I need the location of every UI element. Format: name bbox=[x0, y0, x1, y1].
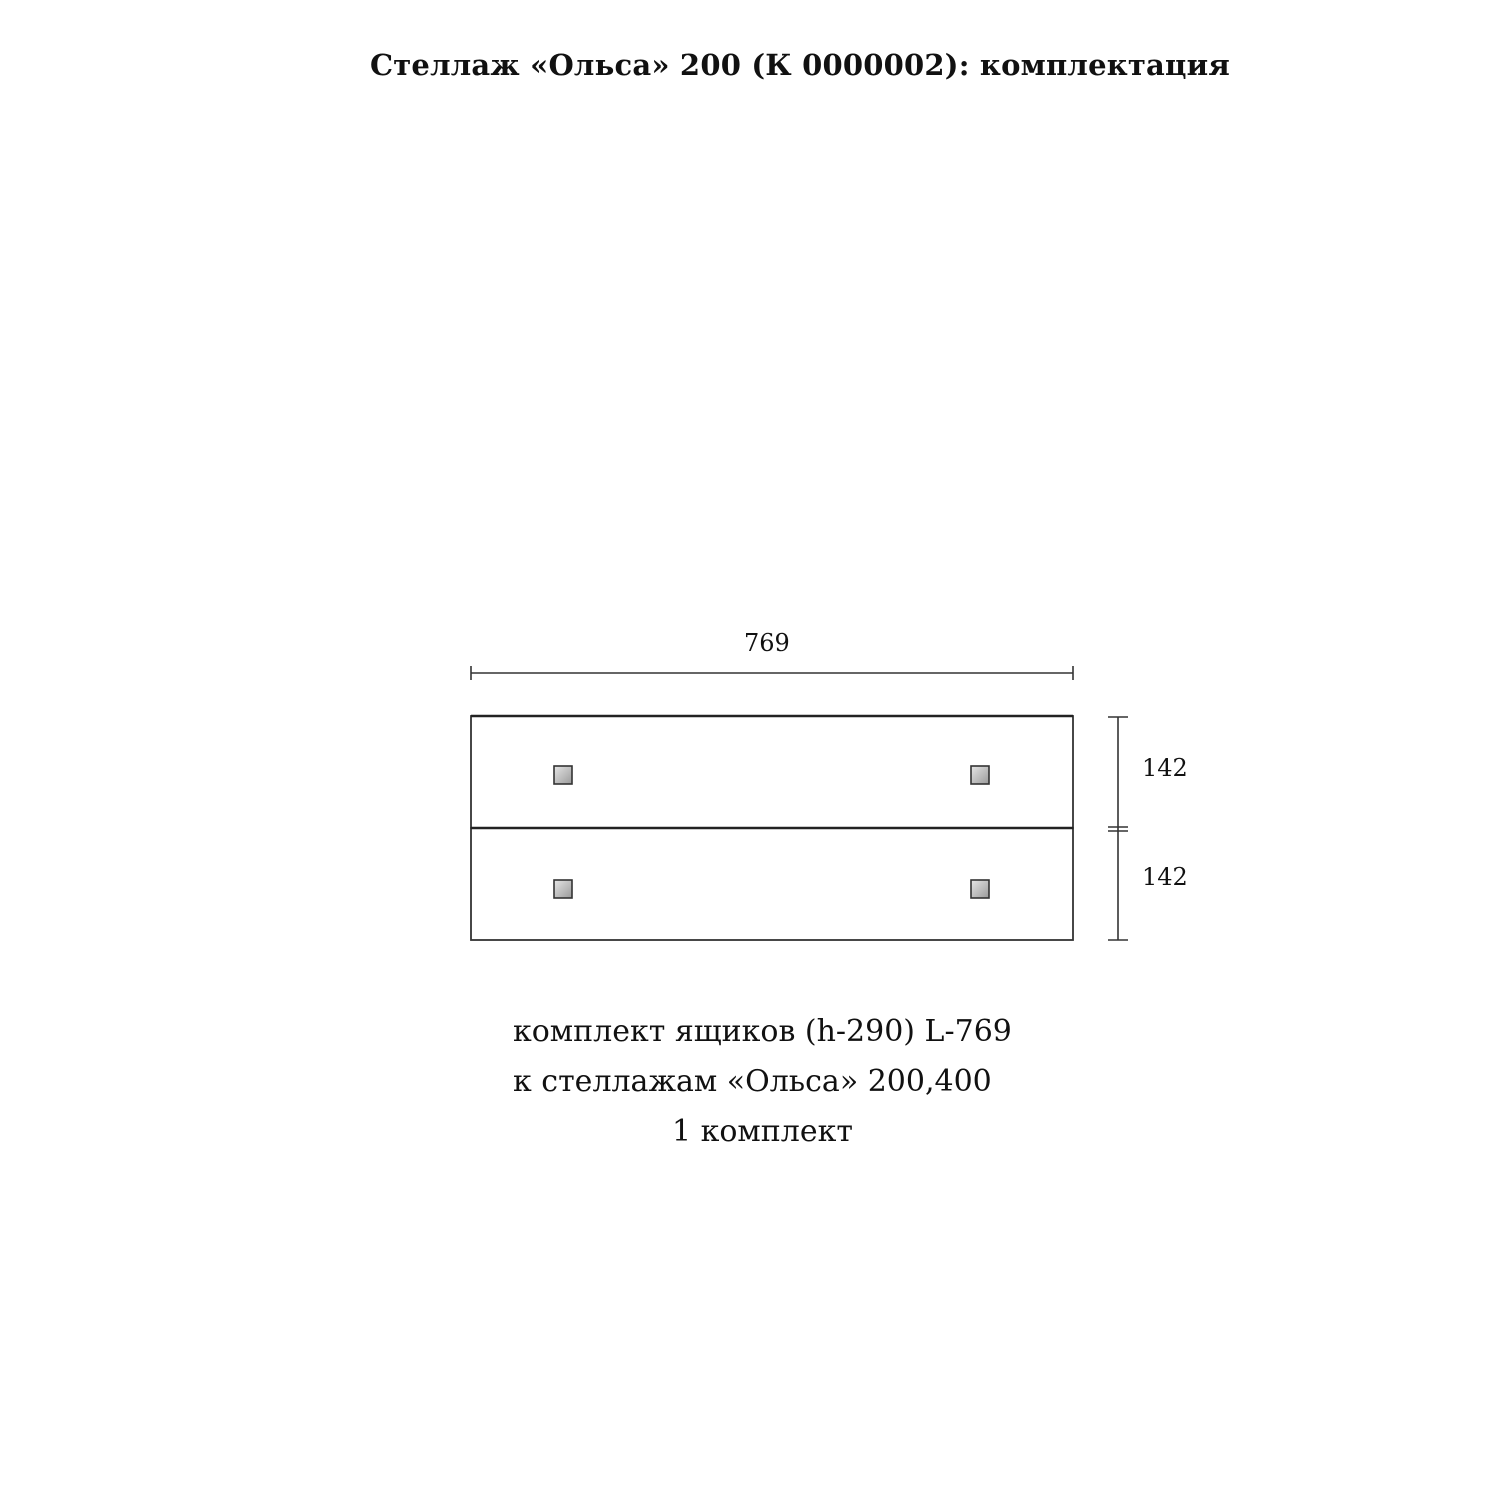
caption-line-2: к стеллажам «Ольса» 200,400 bbox=[513, 1064, 992, 1099]
width-dimension-label: 769 bbox=[744, 629, 790, 657]
width-dimension-line bbox=[471, 666, 1073, 680]
drawer-handle bbox=[971, 766, 989, 784]
bottom-drawer-height-label: 142 bbox=[1142, 863, 1188, 891]
top-drawer-height-label: 142 bbox=[1142, 754, 1188, 782]
drawer-handle bbox=[971, 880, 989, 898]
drawer-handle bbox=[554, 880, 572, 898]
drawer-handle bbox=[554, 766, 572, 784]
caption-line-3: 1 комплект bbox=[672, 1114, 853, 1149]
page-title: Стеллаж «Ольса» 200 (К 0000002): комплектация bbox=[369, 48, 1230, 82]
height-dimension-line bbox=[1108, 717, 1128, 940]
caption-line-1: комплект ящиков (h-290) L-769 bbox=[513, 1014, 1012, 1049]
